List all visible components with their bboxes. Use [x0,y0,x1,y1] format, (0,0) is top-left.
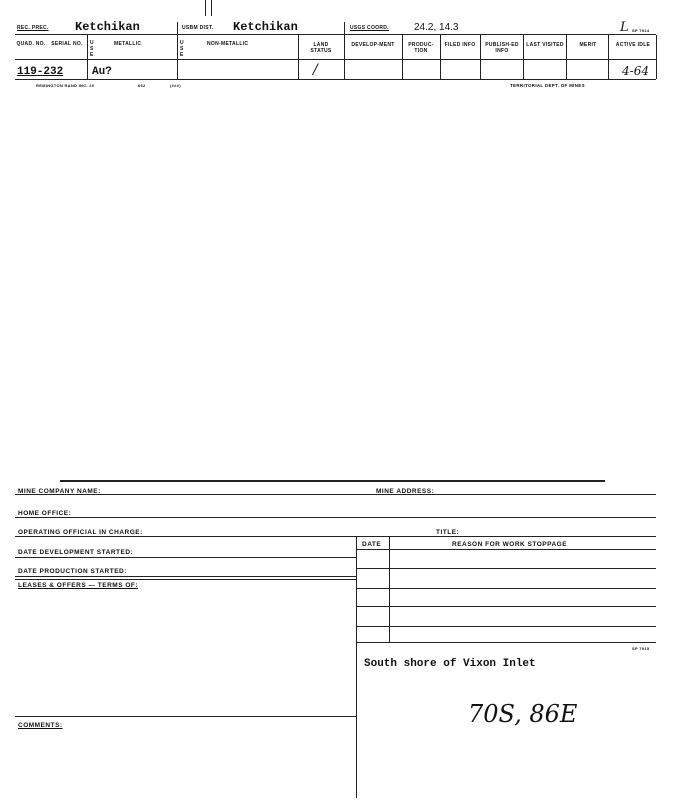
col-land-status: LAND STATUS [310,42,332,54]
comments-label: COMMENTS: [18,722,63,729]
col-use-nonmetallic: U S E [180,40,184,58]
usbm-dist-label: USBM DIST. [182,25,214,31]
mine-company-name-label: MINE COMPANY NAME: [18,488,101,495]
col-merit: MERIT [579,42,597,48]
title-label: TITLE: [436,529,460,536]
form-number-top: SP 7914 [632,28,650,33]
record-active-idle: 4-64 [622,64,649,78]
date-development-started-label: DATE DEVELOPMENT STARTED: [18,549,134,556]
corner-mark: L [620,20,629,35]
col-production: PRODUC-TION [408,42,434,54]
mine-address-label: MINE ADDRESS: [376,488,435,495]
col-published-info: PUBLISH-ED INFO [485,42,519,54]
col-metallic: METALLIC [114,41,142,47]
home-office-label: HOME OFFICE: [18,510,72,517]
operating-official-label: OPERATING OFFICIAL IN CHARGE: [18,529,143,536]
col-serial-no: SERIAL NO. [51,41,83,47]
col-active-idle: ACTIVE IDLE [615,42,651,48]
stoppage-date-header: DATE [362,541,382,548]
record-land-status: / [313,62,318,78]
record-metallic: Au? [92,66,112,78]
usgs-coord-label: USGS COORD. [350,25,389,31]
col-quad-no: QUAD. NO. [16,41,46,47]
col-last-visited: LAST VISITED [526,42,564,48]
agency-name: TERRITORIAL DEPT. OF MINES [510,83,585,88]
col-non-metallic: NON-METALLIC [207,41,249,47]
date-production-started-label: DATE PRODUCTION STARTED: [18,568,127,575]
col-filed-info: FILED INFO [444,42,476,48]
printer-code-b: (###) [170,83,181,88]
form-number-bottom: SP 7915 [632,646,650,651]
usgs-coord-value: 24.2, 14.3 [414,22,459,33]
printer-code-a: 662 [138,83,146,88]
col-development: DEVELOP-MENT [351,42,395,48]
location-note: South shore of Vixon Inlet [364,658,536,670]
handwritten-code: 70S, 86E [468,700,578,728]
col-use-metallic: U S E [90,40,94,58]
usbm-dist-value: Ketchikan [233,20,298,34]
leases-offers-label: LEASES & OFFERS — TERMS OF: [18,582,139,589]
rec-prec-value: Ketchikan [75,20,140,34]
rec-prec-label: REC. PREC. [17,25,49,31]
stoppage-reason-header: REASON FOR WORK STOPPAGE [452,541,568,548]
printer-imprint: REMINGTON RAND INC. 20 [36,83,95,88]
record-quad-serial: 119-232 [17,66,64,78]
